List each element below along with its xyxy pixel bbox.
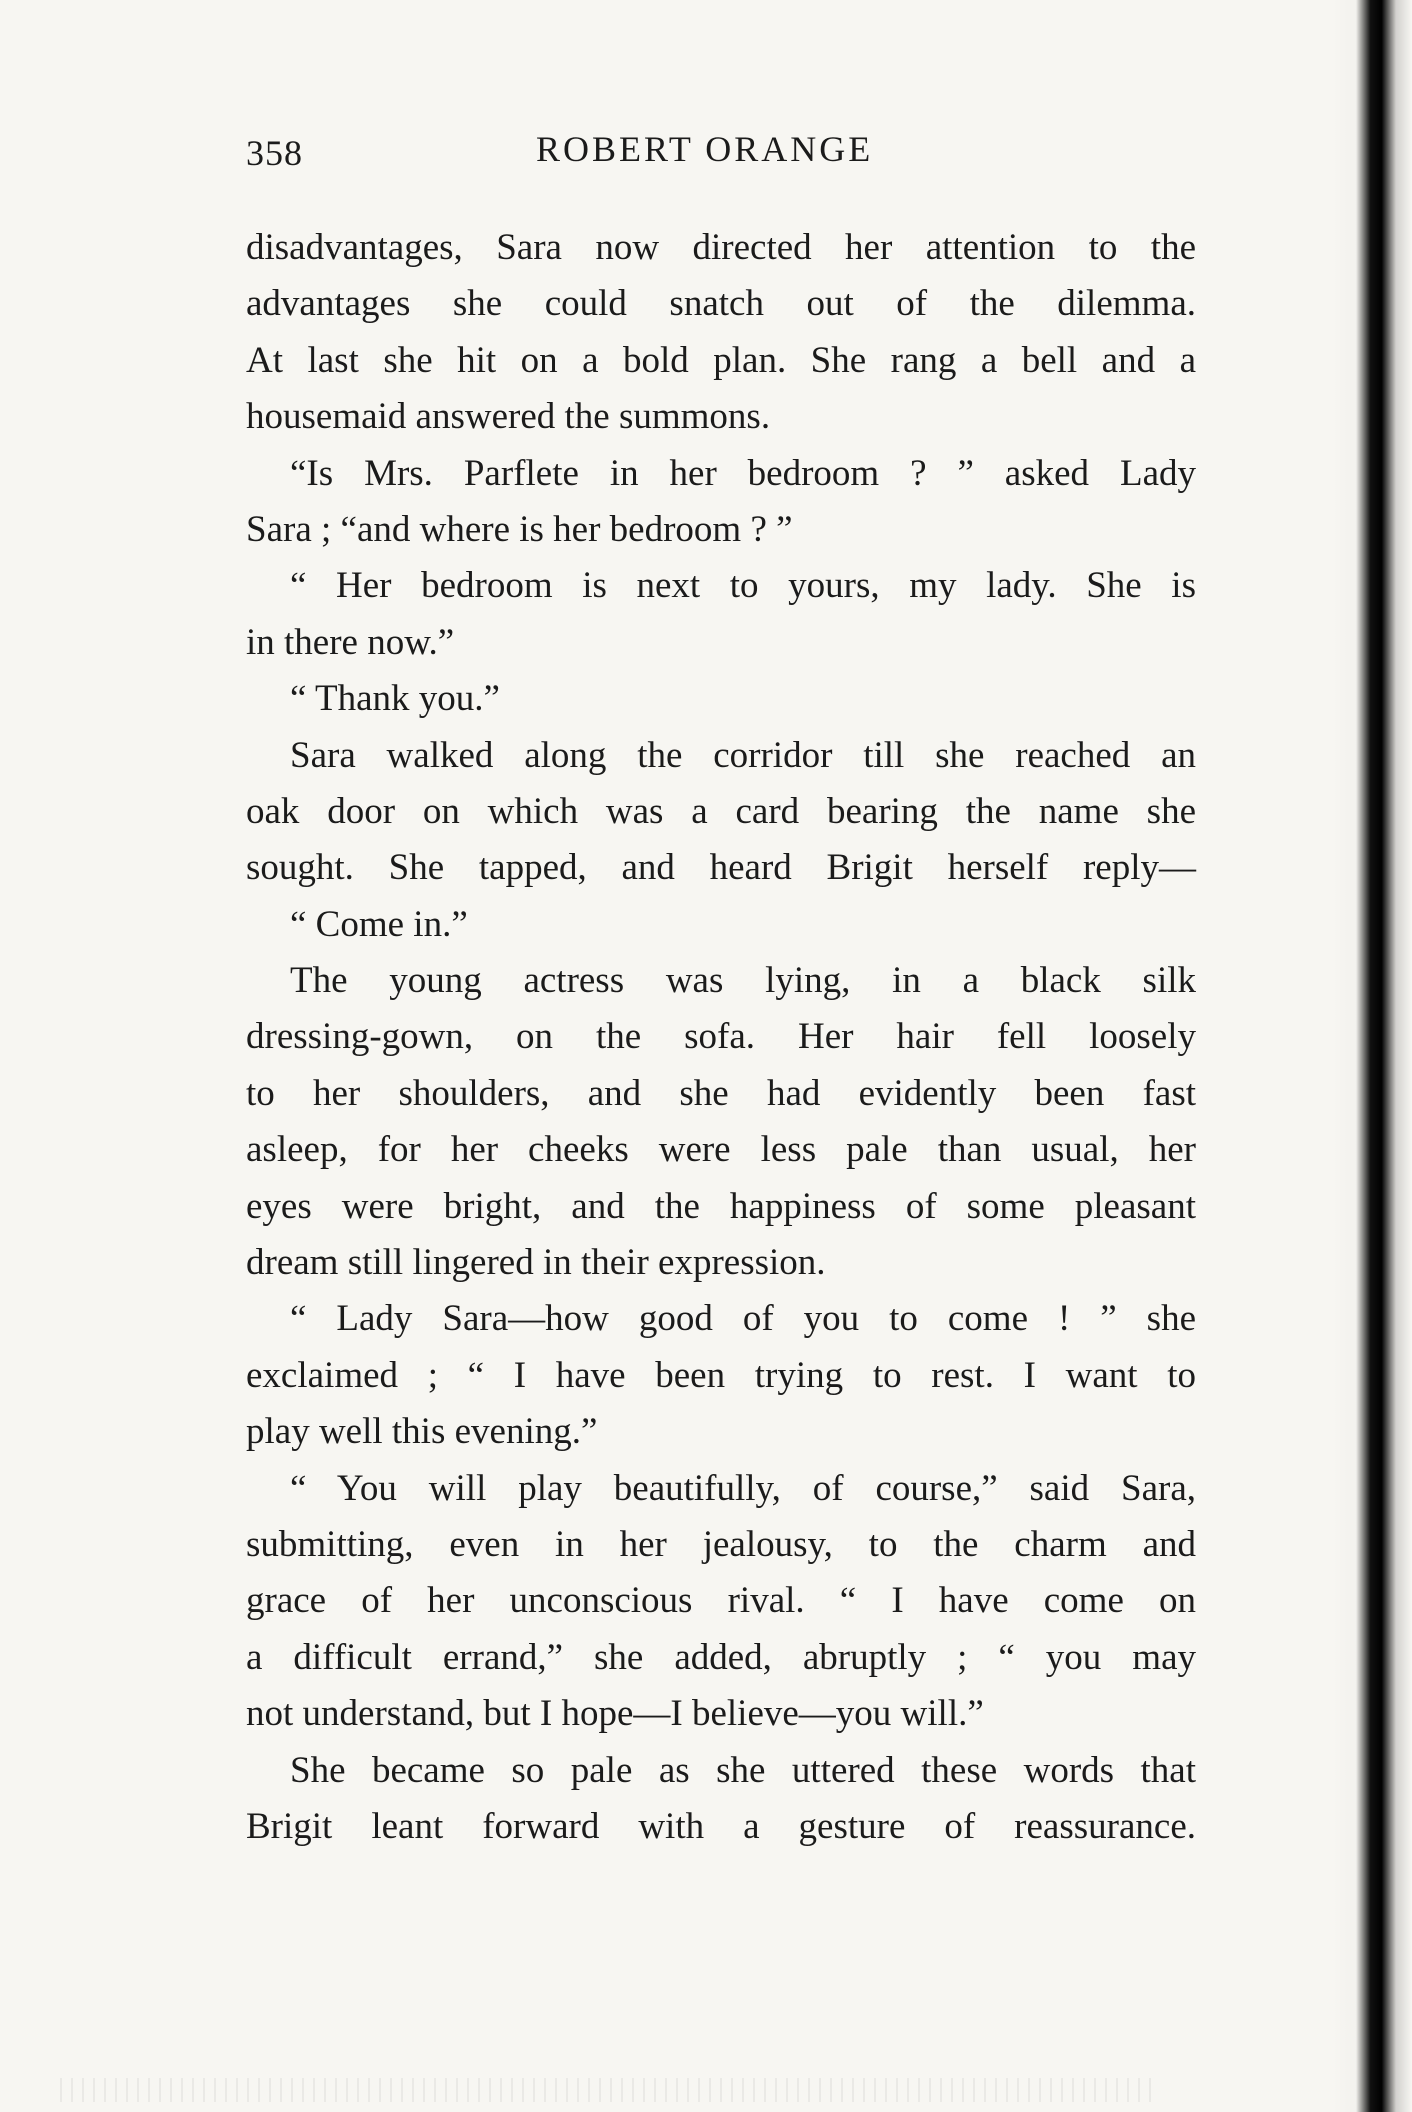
text-line: disadvantages, Sara now directed her attention to the bbox=[246, 227, 1196, 268]
text-line: “Is Mrs. Parflete in her bedroom ? ” asked Lady bbox=[290, 452, 1196, 494]
text-line: She became so pale as she uttered these words that bbox=[290, 1749, 1196, 1791]
text-line: asleep, for her cheeks were less pale than usual, her bbox=[246, 1129, 1196, 1171]
scan-specks bbox=[60, 2078, 1160, 2102]
text-line: a difficult errand,” she added, abruptly ; “ you may bbox=[246, 1636, 1196, 1678]
text-line: advantages she could snatch out of the dilemma. bbox=[246, 283, 1196, 325]
text-line: At last she hit on a bold plan. She rang a bell and a bbox=[246, 339, 1196, 381]
text-line: Sara ; “and where is her bedroom ? ” bbox=[246, 508, 793, 550]
text-line: dream still lingered in their expression. bbox=[246, 1242, 826, 1284]
text-line: not understand, but I hope—I believe—you will.” bbox=[246, 1693, 984, 1735]
text-line: dressing-gown, on the sofa. Her hair fell loosely bbox=[246, 1016, 1196, 1058]
text-line: play well this evening.” bbox=[246, 1411, 598, 1453]
body-text bbox=[246, 220, 1196, 1855]
text-line: in there now.” bbox=[246, 621, 455, 663]
text-line: to her shoulders, and she had evidently been fast bbox=[246, 1072, 1196, 1114]
text-line: Sara walked along the corridor till she reached an bbox=[290, 734, 1196, 776]
text-line: “ Come in.” bbox=[290, 903, 468, 945]
text-line: housemaid answered the summons. bbox=[246, 396, 771, 438]
text-line: oak door on which was a card bearing the name she bbox=[246, 790, 1196, 832]
text-line: “ Lady Sara—how good of you to come ! ” she bbox=[290, 1298, 1196, 1340]
text-line: grace of her unconscious rival. “ I have come on bbox=[246, 1580, 1196, 1622]
page-number: 358 bbox=[246, 133, 303, 173]
text-line: “ Thank you.” bbox=[290, 678, 500, 720]
text-line: submitting, even in her jealousy, to the charm and bbox=[246, 1523, 1196, 1565]
text-line: sought. She tapped, and heard Brigit herself reply— bbox=[246, 847, 1196, 889]
text-line: “ You will play beautifully, of course,” said Sara, bbox=[290, 1467, 1196, 1509]
text-line: Brigit leant forward with a gesture of reassurance. bbox=[246, 1805, 1196, 1847]
text-line: eyes were bright, and the happiness of some pleasant bbox=[246, 1185, 1196, 1227]
text-line: “ Her bedroom is next to yours, my lady. She is bbox=[290, 565, 1196, 607]
running-title: ROBERT ORANGE bbox=[536, 129, 874, 169]
text-line: exclaimed ; “ I have been trying to rest. I want to bbox=[246, 1354, 1196, 1396]
page-header bbox=[246, 128, 1196, 188]
binding-edge-shadow bbox=[1332, 0, 1412, 2112]
text-line: The young actress was lying, in a black silk bbox=[290, 960, 1196, 1002]
